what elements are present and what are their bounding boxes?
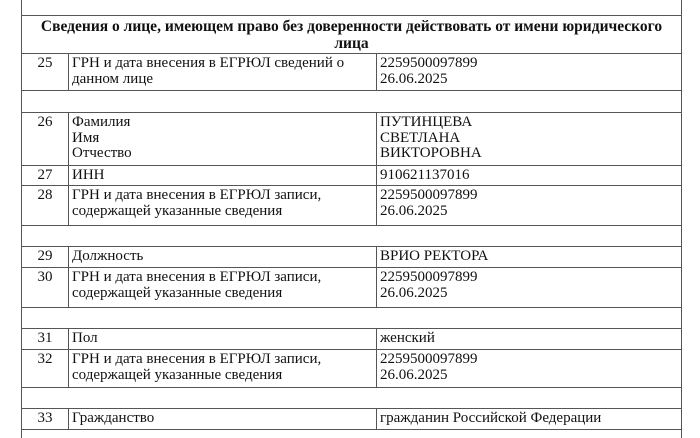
- label-line: ГРН и дата внесения в ЕГРЮЛ записи,: [72, 269, 322, 285]
- label-line: содержащей указанные сведения: [72, 366, 283, 383]
- section-heading-line-1: Сведения о лице, имеющем право без доверенности действовать от имени юридического: [40, 18, 663, 35]
- label-line: Фамилия: [72, 114, 131, 130]
- label-line: ГРН и дата внесения в ЕГРЮЛ записи,: [72, 187, 322, 203]
- inn-value: 910621137016: [380, 167, 470, 183]
- row-label: [68, 409, 376, 429]
- row-number: 29: [37, 248, 53, 264]
- egrul-table: [21, 0, 682, 438]
- table-row: [22, 53, 681, 90]
- spacer-row: [22, 429, 681, 438]
- label-line: ИНН: [72, 167, 105, 183]
- row-label: [68, 350, 376, 387]
- spacer-row: [22, 387, 681, 408]
- surname-value: ПУТИНЦЕВА: [380, 114, 473, 130]
- row-number: 33: [37, 410, 53, 426]
- row-number: 30: [37, 269, 53, 285]
- label-line: содержащей указанные сведения: [72, 284, 283, 301]
- grn-value: 2259500097899: [380, 351, 478, 367]
- row-value: [376, 329, 681, 349]
- table-row: [22, 246, 681, 267]
- section-heading: [22, 16, 681, 53]
- table-row: [22, 349, 681, 387]
- row-value: [376, 54, 681, 90]
- row-number: 27: [37, 167, 53, 183]
- date-value: 26.06.2025: [380, 70, 448, 87]
- row-number: 32: [37, 351, 53, 367]
- row-label: [68, 247, 376, 267]
- spacer-row: [22, 0, 681, 15]
- label-line: Имя: [72, 129, 100, 146]
- table-row: [22, 408, 681, 429]
- table-row: [22, 328, 681, 349]
- date-value: 26.06.2025: [380, 202, 448, 219]
- position-value: ВРИО РЕКТОРА: [380, 248, 489, 264]
- date-value: 26.06.2025: [380, 284, 448, 301]
- row-value: [376, 247, 681, 267]
- table-row: [22, 112, 681, 165]
- section-heading-line-2: лица: [334, 35, 369, 52]
- table-row: [22, 165, 681, 185]
- row-label: [68, 54, 376, 90]
- label-line: Отчество: [72, 145, 132, 161]
- table-row: [22, 185, 681, 225]
- spacer-row: [22, 307, 681, 328]
- row-number: 25: [37, 55, 53, 71]
- grn-value: 2259500097899: [380, 187, 478, 203]
- row-number: 28: [37, 187, 53, 203]
- spacer-row: [22, 225, 681, 246]
- label-line: Пол: [72, 330, 98, 346]
- grn-value: 2259500097899: [380, 55, 478, 71]
- row-label: [68, 268, 376, 307]
- row-label: [68, 113, 376, 165]
- spacer-row: [22, 90, 681, 112]
- label-line: содержащей указанные сведения: [72, 202, 283, 219]
- label-line: ГРН и дата внесения в ЕГРЮЛ сведений о: [72, 55, 345, 71]
- row-value: [376, 186, 681, 225]
- grn-value: 2259500097899: [380, 269, 478, 285]
- section-heading-row: [22, 15, 681, 53]
- label-line: данном лице: [72, 70, 153, 87]
- date-value: 26.06.2025: [380, 366, 448, 383]
- row-label: [68, 329, 376, 349]
- gender-value: женский: [380, 330, 435, 346]
- citizenship-value: гражданин Российской Федерации: [380, 410, 602, 426]
- row-label: [68, 166, 376, 185]
- label-line: Гражданство: [72, 410, 155, 426]
- row-number: 31: [37, 330, 53, 346]
- label-line: Должность: [72, 248, 144, 264]
- row-number: 26: [37, 114, 53, 130]
- first-name-value: СВЕТЛАНА: [380, 129, 461, 146]
- row-value: [376, 409, 681, 429]
- row-value: [376, 113, 681, 165]
- table-row: [22, 267, 681, 307]
- row-label: [68, 186, 376, 225]
- row-value: [376, 166, 681, 185]
- label-line: ГРН и дата внесения в ЕГРЮЛ записи,: [72, 351, 322, 367]
- patronymic-value: ВИКТОРОВНА: [380, 145, 482, 161]
- row-value: [376, 350, 681, 387]
- row-value: [376, 268, 681, 307]
